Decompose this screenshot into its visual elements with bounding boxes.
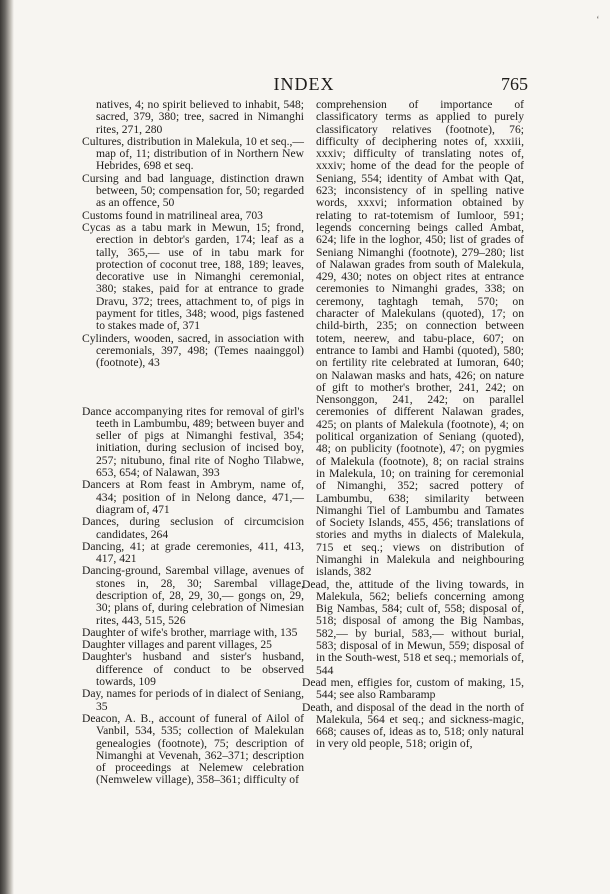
index-entry: Dances, during seclusion of circumcision candidates, 264 (82, 515, 304, 541)
index-entry: Deacon, A. B., account of funeral of Ailol of Vanbil, 534, 535; collection of Malekulan genealogies (footnote), 75; description of Nimanghi at Vevenah, 362–371; description of proceedings at Nelemew celebration (Nemwelew village), 358–361; difficulty of (82, 711, 304, 787)
page-title: INDEX (273, 74, 335, 94)
index-entry: comprehension of importance of classificatory terms as applied to purely classificatory relatives (footnote), 76; difficulty of deciphering notes of, xxxiii, xxxiv; difficulty of translating notes of, xxxiv; home of the dead for the people of Seniang, 554; identity of Ambat with Qat, 623; inconsistency of in spelling native words, xxxvi; information obtained by relating to rat-totemism of Iumloor, 591; legends concerning beings called Ambat, 624; life in the loghor, 450; list of grades of Seniang Nimanghi (footnote), 279–280; list of Nalawan grades from south of Malekula, 429, 430; notes on object rites at entrance ceremonies to Nimanghi grades, 338; on ceremony, taghtagh temah, 570; on character of Malekulans (quoted), 17; on child-birth, 235; on connection between totem, neerew, and tabu-place, 607; on entrance to Iambi and Hambi (quoted), 580; on fertility rite celebrated at Iumoran, 640; on Nalawan masks and hats, 426; on nature of gift to mother's brother, 241, 242; on Nensonggon, 241, 242; on parallel ceremonies of different Nalawan grades, 425; on plants of Malekula (footnote), 4; on political organization of Seniang (quoted), 48; on publicity (footnote), 47; on pygmies of Malekula (footnote), 8; on racial strains in Malekula, 10; on training for ceremonial of Nimanghi, 352; sacred pottery of Lambumbu, 638; similarity between Nimanghi Tiel of Lambumbu and Tamates of Society Islands, 455, 456; translations of stories and myths in dialects of Malekula, 715 et seq.; views on distribution of Nimanghi in Malekula and neighbouring islands, 382 (316, 98, 524, 579)
letter-section-gap (82, 370, 304, 406)
page-number: 765 (501, 74, 528, 94)
index-entry: Customs found in matrilineal area, 703 (82, 208, 263, 222)
index-entry: Dance accompanying rites for removal of girl's teeth in Lambumbu, 489; between buyer and seller of pigs at Nimanghi festival, 354; initiation, during seclusion of incised boy, 257; nitubuno, final rite of Nogho Tilabwe, 653, 654; of Nalawan, 393 (82, 404, 304, 480)
index-entry: Day, names for periods of in dialect of Seniang, 35 (82, 687, 304, 713)
index-entry: Cultures, distribution in Malekula, 10 et seq.,— map of, 11; distribution of in Northern New Hebrides, 698 et seq. (82, 134, 304, 173)
left-column (82, 99, 304, 787)
index-entry: Cycas as a tabu mark in Mewun, 15; frond, erection in debtor's garden, 174; leaf as a tally, 365,— use of in tabu mark for protection of coconut tree, 188, 189; leaves, decorative use in Nimanghi ceremonial, 380; stakes, paid for at entrance to grade Dravu, 372; trees, attachment to, of pigs in payment for titles, 348; wood, pigs fastened to stakes made of, 371 (82, 220, 304, 333)
index-entry: natives, 4; no spirit believed to inhabit, 548; sacred, 379, 380; tree, sacred in Nimanghi rites, 271, 280 (96, 98, 304, 136)
index-entry: Cursing and bad language, distinction drawn between, 50; compensation for, 50; regarded as an offence, 50 (82, 171, 304, 210)
index-entry: Daughter villages and parent villages, 25 (82, 638, 272, 652)
index-entry: Dead, the, attitude of the living towards, in Malekula, 562; beliefs concerning among Big Nambas, 584; cult of, 558; disposal of, 518; disposal of among the Big Nambas, 582,— by burial, 583,— without burial, 583; disposal of in Mewun, 559; disposal of in the South-west, 518 et seq.; memorials of, 544 (302, 577, 524, 677)
book-spine-shadow (0, 0, 14, 894)
index-entry: Death, and disposal of the dead in the north of Malekula, 564 et seq.; and sickness-magic, 668; causes of, ideas as to, 518; only natural in very old people, 518; origin of, (302, 700, 524, 751)
index-entry: Daughter's husband and sister's husband, difference of conduct to be observed towards, 109 (82, 650, 304, 689)
index-entry: Cylinders, wooden, sacred, in association with ceremonials, 397, 498; (Temes naainggol) (footnote), 43 (82, 331, 304, 370)
page-header (80, 74, 528, 96)
index-entry: Daughter of wife's brother, marriage with, 135 (82, 625, 298, 639)
index-entry: Dancers at Rom feast in Ambrym, name of, 434; position of in Nelong dance, 471,— diagram of, 471 (82, 478, 304, 516)
index-entry: Dead men, effigies for, custom of making, 15, 544; see also Rambaramp (302, 675, 524, 702)
right-column (302, 99, 524, 751)
corner-mark: ‘ (596, 14, 600, 26)
index-entry: Dancing, 41; at grade ceremonies, 411, 413, 417, 421 (82, 539, 304, 566)
index-entry: Dancing-ground, Sarembal village, avenues of stones in, 28, 30; Sarembal village, description of, 28, 29, 30,— gongs on, 29, 30; plans of, during celebration of Nimesian rites, 443, 515, 526 (82, 564, 304, 627)
